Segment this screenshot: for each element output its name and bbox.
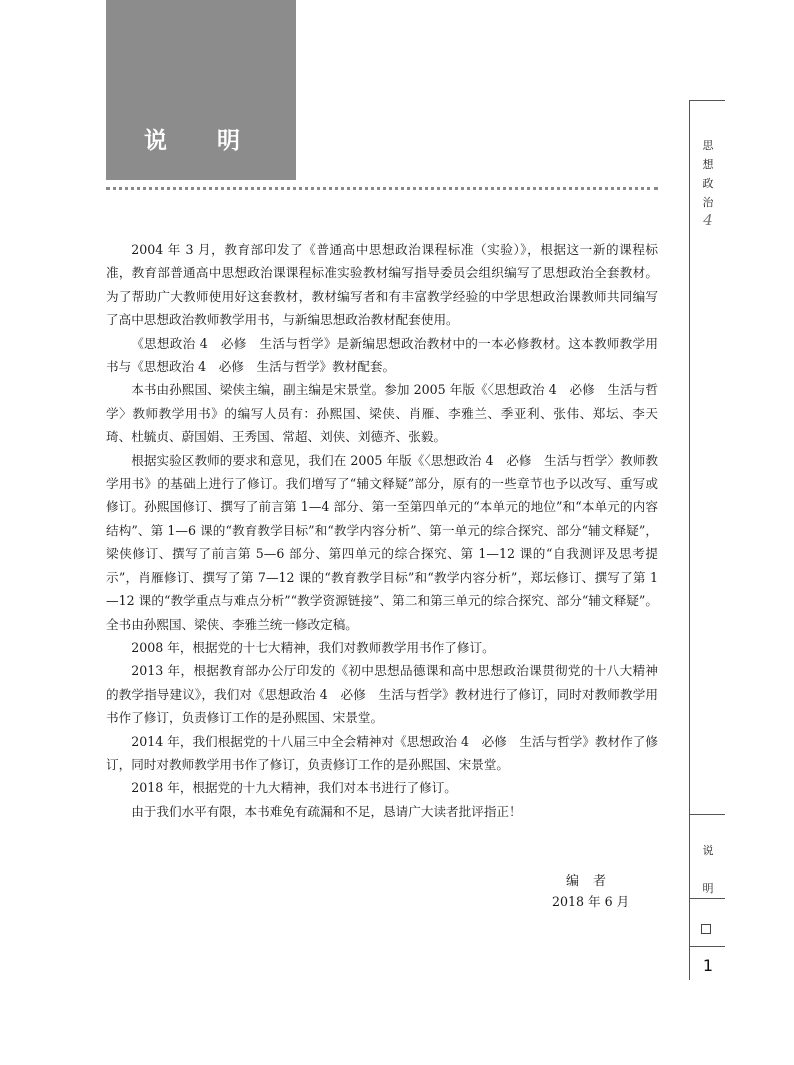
paragraph: 2014 年，我们根据党的十八届三中全会精神对《思想政治 4 必修 生活与哲学》教材作了修订，同时对教师教学用书作了修订，负责修订工作的是孙熙国、宋景堂。 — [106, 733, 658, 772]
sidebar-tick — [689, 814, 725, 815]
paragraph: 2004 年 3 月，教育部印发了《普通高中思想政治课程标准（实验）》，根据这一新的课程标准，教育部普通高中思想政治课课程标准实验教材编写指导委员会组织编写了思想政治全套教材。为了帮助广大教师使用好这套教材，教材编写者和有丰富教学经验的中学思想政治课教师共同编写了高中思想政治教师教学用书，与新编思想政治教材配套使用。 — [106, 242, 658, 328]
square-marker-icon — [701, 924, 711, 934]
page-number: 1 — [702, 956, 714, 975]
paragraph: 2018 年，根据党的十九大精神，我们对本书进行了修订。 — [131, 780, 457, 796]
paragraph: 由于我们水平有限，本书难免有疏漏和不足，恳请广大读者批评指正！ — [131, 803, 522, 819]
sidebar-volume: 4 — [703, 211, 713, 229]
body-text — [106, 238, 658, 823]
dotted-divider — [106, 187, 658, 190]
title-banner — [106, 0, 296, 180]
page-title: 说明 — [144, 128, 290, 154]
signature-date: 2018 年 6 月 — [552, 894, 630, 909]
paragraph: 本书由孙熙国、梁侠主编，副主编是宋景堂。参加 2005 年版《〈思想政治 4 必修 生活与哲学〉教师教学用书》的编写人员有：孙熙国、梁侠、肖雁、李雅兰、季亚利、张伟、郑坛、李天琦、杜毓贞、蔚国娟、王秀国、常超、刘侠、刘德齐、张毅。 — [106, 382, 658, 445]
sidebar-divider — [689, 100, 690, 980]
sidebar-section-title: 说 明 — [702, 844, 714, 895]
paragraph: 根据实验区教师的要求和意见，我们在 2005 年版《〈思想政治 4 必修 生活与哲学〉教师教学用书》的基础上进行了修订。我们增写了“辅文释疑”部分，原有的一些章节也予以改写、重写或修订。孙熙国修订、撰写了前言第 1—4 部分、第一至第四单元的“本单元的地位”和“本单元的内容结构”、第 1—6 课的“教育教学目标”和“教学内容分析”、第一单元的综合探究、部分“辅文释疑”，梁侠修订、撰写了前言第 5—6 部分、第四单元的综合探究、第 1—12 课的“自我测评及思考提示”，肖雁修订、撰写了第 7—12 课的“教育教学目标”和“教学内容分析”，郑坛修订、撰写了第 1—12 课的“教学重点与难点分析”“教学资源链接”、第二和第三单元的综合探究、部分“辅文释疑”。全书由孙熙国、梁侠、李雅兰统一修改定稿。 — [106, 452, 658, 632]
paragraph: 《思想政治 4 必修 生活与哲学》是新编思想政治教材中的一本必修教材。这本教师教学用书与《思想政治 4 必修 生活与哲学》教材配套。 — [106, 335, 658, 375]
signature-role: 编者 — [566, 874, 621, 889]
sidebar-tick — [689, 946, 725, 947]
sidebar-tick — [689, 100, 725, 101]
paragraph: 2008 年，根据党的十七大精神，我们对教师教学用书作了修订。 — [131, 639, 495, 655]
paragraph: 2013 年，根据教育部办公厅印发的《初中思想品德课和高中思想政治课贯彻党的十八大精神的教学指导建议》，我们对《思想政治 4 必修 生活与哲学》教材进行了修订，同时对教师教学用书作了修订，负责修订工作的是孙熙国、宋景堂。 — [106, 663, 658, 726]
sidebar-book-title: 思 想 政 治 — [702, 139, 714, 209]
